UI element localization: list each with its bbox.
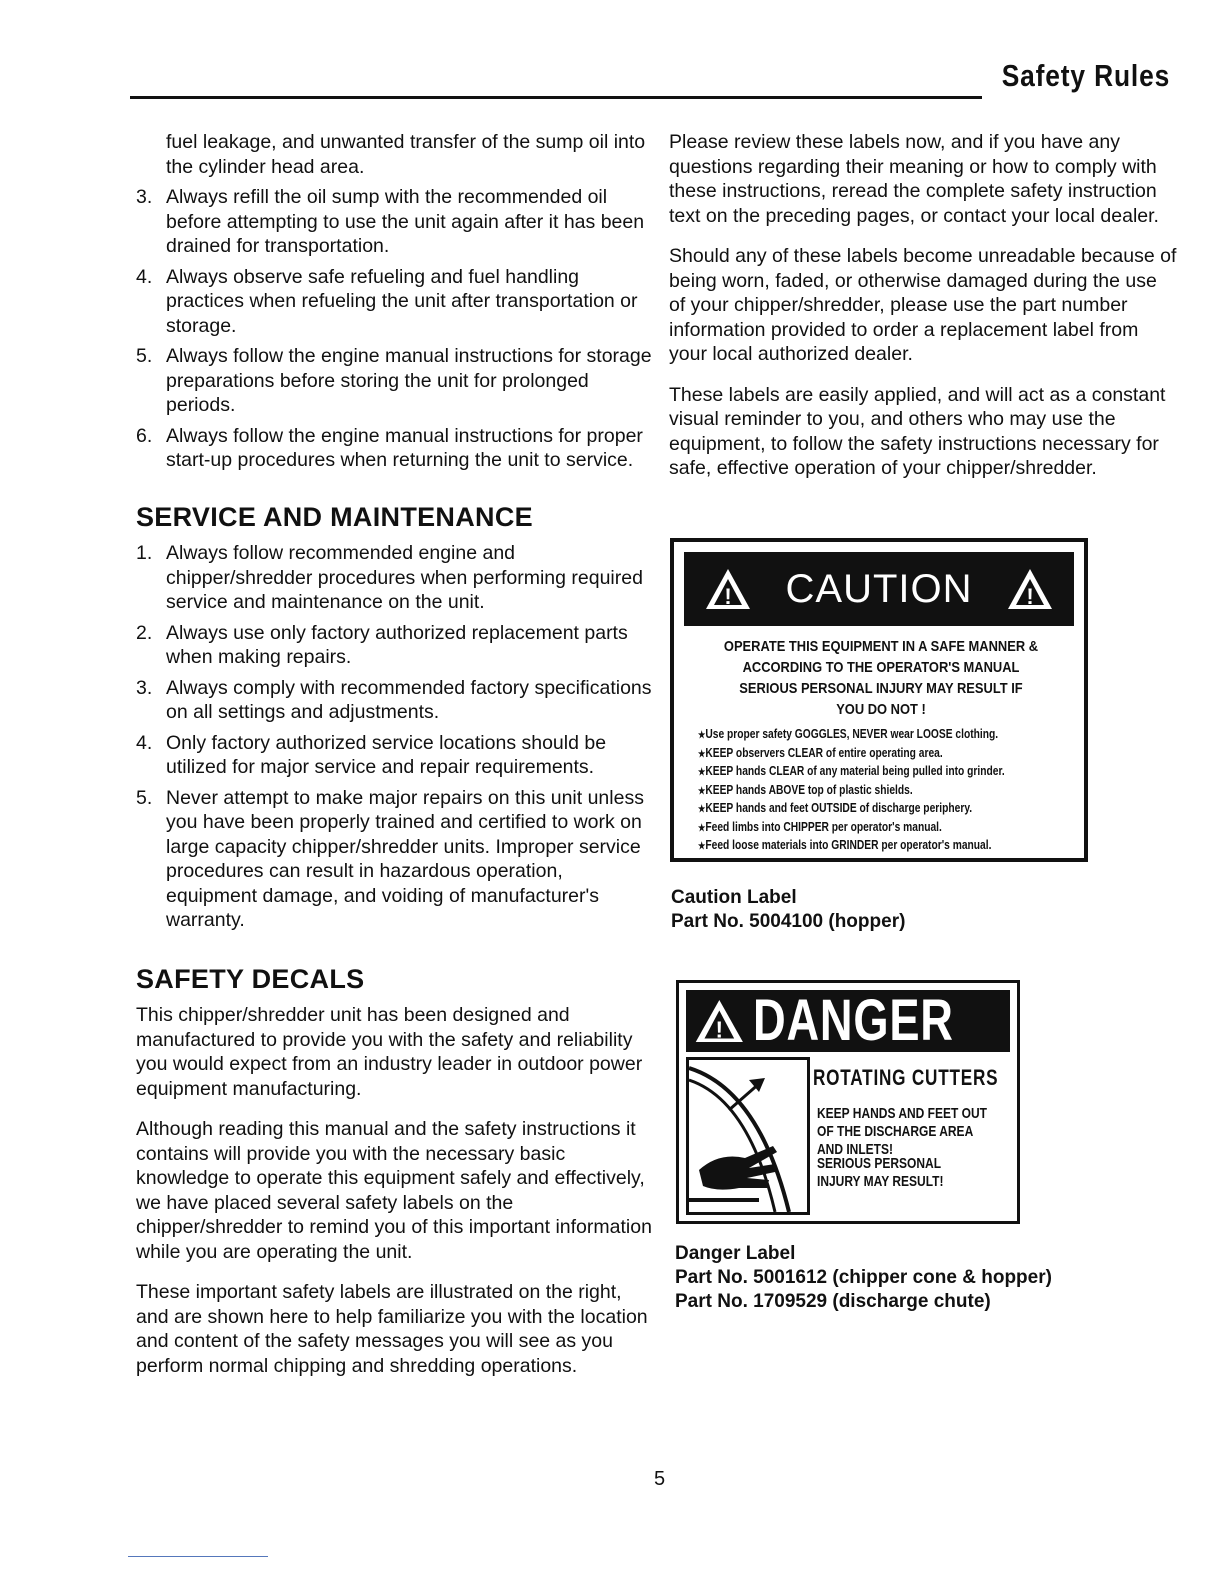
danger-label: [676, 980, 1020, 1224]
danger-injury-text: SERIOUS PERSONAL INJURY MAY RESULT!: [817, 1155, 944, 1190]
caution-label: [670, 538, 1088, 862]
decals-paragraph: Although reading this manual and the safety instructions it contains will provide you with the necessary basic knowledge to operate this equipment safely and effectively, we have placed several safety labels on the chipper/shredder to remind you of this important information while you are operating the unit.: [136, 1118, 652, 1263]
list-item: 1. Always follow recommended engine and chipper/shredder procedures when performing required service and maintenance on the unit.: [136, 542, 643, 613]
list-item: 5. Never attempt to make major repairs on this unit unless you have been properly trained and certified to work on large capacity chipper/shredder units. Improper service procedures can result in hazardous operation, equipment damage, and voiding of manufacturer's warranty.: [136, 786, 644, 931]
intro-paragraph: These labels are easily applied, and will act as a constant visual reminder to you, and others who may use the equipment, to follow the safety instructions necessary for safe, effective operation of your chipper/shredder.: [669, 383, 1166, 479]
intro-paragraph: Should any of these labels become unreadable because of being worn, faded, or otherwise damaged during the use of your chipper/shredder, please use the part number information provided to order a replacement label from your local authorized dealer.: [669, 245, 1177, 365]
footer-line: [128, 1556, 268, 1557]
list-item: ★ KEEP observers CLEAR of entire operating area.: [698, 745, 1026, 764]
page-header-title: Safety Rules: [1001, 58, 1170, 93]
list-item: 4. Only factory authorized service locations should be utilized for major service and repair requirements.: [136, 731, 607, 778]
caution-title: CAUTION: [785, 566, 973, 611]
storage-continuation: fuel leakage, and unwanted transfer of the sump oil into the cylinder head area.: [166, 131, 646, 178]
danger-warning-text: KEEP HANDS AND FEET OUT OF THE DISCHARGE AREA AND INLETS!: [817, 1105, 988, 1158]
list-item: 4. Always observe safe refueling and fuel handling practices when refueling the unit after transportation or storage.: [136, 265, 638, 337]
caution-caption: Caution Label Part No. 5004100 (hopper): [671, 887, 906, 932]
list-item: 5. Always follow the engine manual instructions for storage preparations before storing the unit for prolonged periods.: [136, 345, 652, 416]
caution-main-text: OPERATE THIS EQUIPMENT IN A SAFE MANNER & ACCORDING TO THE OPERATOR'S MANUAL SERIOUS PERSONAL INJURY MAY RESULT IF YOU DO NOT !: [723, 638, 1039, 718]
danger-banner: [686, 990, 1010, 1052]
warning-triangle-icon: [704, 567, 752, 611]
danger-caption: Danger Label Part No. 5001612 (chipper cone & hopper) Part No. 1709529 (discharge chute): [675, 1243, 1052, 1312]
warning-triangle-icon: [1006, 567, 1054, 611]
list-item: ★ Feed limbs into CHIPPER per operator's manual.: [698, 819, 1026, 838]
list-item: ★ Use proper safety GOGGLES, NEVER wear LOOSE clothing.: [698, 726, 1026, 745]
right-column: [669, 130, 1177, 497]
list-item: ★ KEEP hands ABOVE top of plastic shields.: [698, 782, 1026, 801]
list-item: 3. Always comply with recommended factory specifications on all settings and adjustments.: [136, 676, 652, 723]
danger-title: DANGER: [752, 988, 954, 1053]
svg-text:!: !: [724, 584, 732, 609]
decals-paragraph: This chipper/shredder unit has been designed and manufactured to provide you with the safety and reliability you would expect from an industry leader in outdoor power equipment manufacturing.: [136, 1004, 643, 1100]
rotating-cutter-hand-pictogram: [686, 1057, 810, 1215]
list-item: 6. Always follow the engine manual instructions for proper start-up procedures when returning the unit to service.: [136, 424, 643, 471]
warning-triangle-icon: [694, 995, 745, 1047]
page-number: 5: [654, 1468, 666, 1490]
storage-list: [136, 185, 656, 473]
list-item: 3. Always refill the oil sump with the recommended oil before attempting to use the unit again after it has been drained for transportation.: [136, 186, 645, 257]
service-heading: SERVICE AND MAINTENANCE: [136, 501, 533, 532]
decals-paragraph: These important safety labels are illustrated on the right, and are shown here to help familiarize you with the location and content of the safety messages you will see as you perform normal chipping and shredding operations.: [136, 1281, 648, 1377]
decals-heading: SAFETY DECALS: [136, 963, 365, 994]
header-rule: [130, 96, 982, 99]
service-list: [136, 541, 656, 933]
left-column: [136, 130, 656, 1394]
list-item: 2. Always use only factory authorized replacement parts when making repairs.: [136, 621, 628, 668]
list-item: ★ Feed loose materials into GRINDER per operator's manual.: [698, 837, 1026, 856]
caution-bullet-list: [698, 726, 1026, 856]
caution-banner: [684, 552, 1074, 626]
intro-paragraph: Please review these labels now, and if you have any questions regarding their meaning or how to comply with these instructions, reread the complete safety instruction text on the preceding pages, or contact your local dealer.: [669, 131, 1159, 227]
danger-subtitle: ROTATING CUTTERS: [813, 1065, 999, 1090]
list-item: ★ KEEP hands CLEAR of any material being pulled into grinder.: [698, 763, 1026, 782]
svg-text:!: !: [1026, 584, 1034, 609]
svg-text:!: !: [715, 1016, 724, 1043]
list-item: ★ KEEP hands and feet OUTSIDE of discharge periphery.: [698, 800, 1026, 819]
